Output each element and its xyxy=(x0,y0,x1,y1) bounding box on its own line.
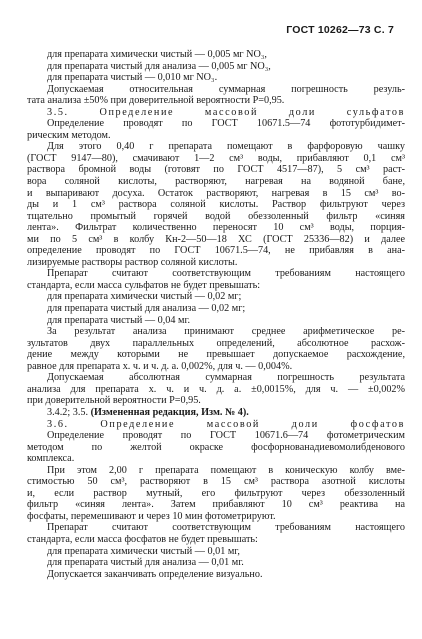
text-line: методом по желтой окраске фосфорнованадиевомолибденового xyxy=(27,441,405,453)
text-line: для препарата химически чистый — 0,01 мг, xyxy=(47,545,240,557)
text-line: стимостью 50 см³, растворяют в 15 см³ раствора азотной кислоты xyxy=(27,476,405,488)
text-line: для препарата чистый для анализа — 0,005 мг NO₃, xyxy=(47,60,271,72)
text-line: для препарата чистый для анализа — 0,01 мг. xyxy=(47,557,244,569)
text-line: стандарта, если масса фосфатов не будет превышать: xyxy=(27,533,258,545)
document-body xyxy=(27,49,405,580)
text-line: раствора бромной воды (готовят по ГОСТ 4517—87), 5 см³ раст- xyxy=(27,164,405,176)
text-line: вора соляной кислоты, растворяют, нагревая на водяной бане, xyxy=(27,176,405,188)
text-line: Допускаемая абсолютная суммарная погрешность результата xyxy=(47,372,405,384)
text-line: для препарата химически чистый — 0,02 мг; xyxy=(47,291,242,303)
text-line: фосфаты, перемешивают и через 10 мин фотометрируют. xyxy=(27,510,276,522)
text-line: для препарата чистый — 0,04 мг. xyxy=(47,314,191,326)
text-line: 3.5. Определение массовой доли сульфатов xyxy=(47,106,405,118)
text-line: (ГОСТ 9147—80), смачивают 1—2 см³ воды, прибавляют 0,1 см³ xyxy=(27,152,405,164)
text-line: Определение проводят по ГОСТ 10671.5—74 фототурбидимет- xyxy=(47,118,405,130)
text-line: для препарата чистый для анализа — 0,02 мг; xyxy=(47,303,246,315)
text-line: Препарат считают соответствующим требованиям настоящего xyxy=(47,268,405,280)
text-line: определение проводят по ГОСТ 10671.5—74, не прибавляя в ана- xyxy=(27,245,405,257)
text-line: Препарат считают соответствующим требованиям настоящего xyxy=(47,522,405,534)
text-line: стандарта, если масса сульфатов не будет превышать: xyxy=(27,279,261,291)
text-line: равное для препарата х. ч. и ч. д. а. 0,002%, для ч. — 0,004%. xyxy=(27,360,293,372)
text-line: тата анализа ±50% при доверительной вероятности P=0,95. xyxy=(27,95,285,107)
text-line: При этом 2,00 г препарата помещают в коническую колбу вме- xyxy=(47,464,405,476)
text-line: ды и 1 см³ раствора соляной кислоты. Раствор фильтруют через xyxy=(27,199,405,211)
text-line: и выпаривают досуха. Остаток растворяют, нагревая в 15 см³ во- xyxy=(27,187,405,199)
text-line: комплекса. xyxy=(27,453,75,465)
text-line-prefix: 3.4.2; 3.5. xyxy=(47,406,91,418)
text-line: зультатов двух параллельных определений, абсолютное расхож- xyxy=(27,337,405,349)
text-line: ми по 5 см³ в колбу Кн-2—50—18 ХС (ГОСТ 25336—82) и далее xyxy=(27,233,405,245)
text-line: и, если раствор мутный, его фильтруют через обеззоленный xyxy=(27,487,405,499)
text-line: Допускаемая относительная суммарная погрешность резуль- xyxy=(47,83,405,95)
page-header: ГОСТ 10262—73 С. 7 xyxy=(286,24,394,36)
text-line: при доверительной вероятности P=0,95. xyxy=(27,395,201,407)
text-line xyxy=(27,407,405,419)
text-line: анализа для препарата х. ч. и ч. д. а. ±0,0015%, для ч. — ±0,002% xyxy=(27,383,405,395)
amendment-note: (Измененная редакция, Изм. № 4). xyxy=(90,406,249,418)
text-line: Допускается заканчивать определение визуально. xyxy=(47,568,263,580)
text-line: фильтр «синяя лента». Затем прибавляют 10 см³ реактива на xyxy=(27,499,405,511)
text-line: Определение проводят по ГОСТ 10671.6—74 фотометрическим xyxy=(47,430,405,442)
text-line: Для этого 0,40 г препарата помещают в фарфоровую чашку xyxy=(47,141,405,153)
text-line: для препарата химически чистый — 0,005 мг NO₃, xyxy=(47,49,267,60)
text-line: За результат анализа принимают среднее арифметическое ре- xyxy=(47,326,405,338)
text-line: рическим методом. xyxy=(27,129,111,141)
text-line: 3.6. Определение массовой доли фосфатов xyxy=(47,418,405,430)
text-line: тщательно промытый горячей водой обеззоленный фильтр «синяя xyxy=(27,210,405,222)
text-line: лента». Фильтрат количественно переносят 10 см³ воды, порция- xyxy=(27,222,405,234)
text-line: для препарата чистый — 0,010 мг NO₃. xyxy=(47,72,218,84)
text-line: дение между которыми не превышает допускаемое расхождение, xyxy=(27,349,405,361)
text-line: лизируемые растворы раствор соляной кислоты. xyxy=(27,256,238,268)
